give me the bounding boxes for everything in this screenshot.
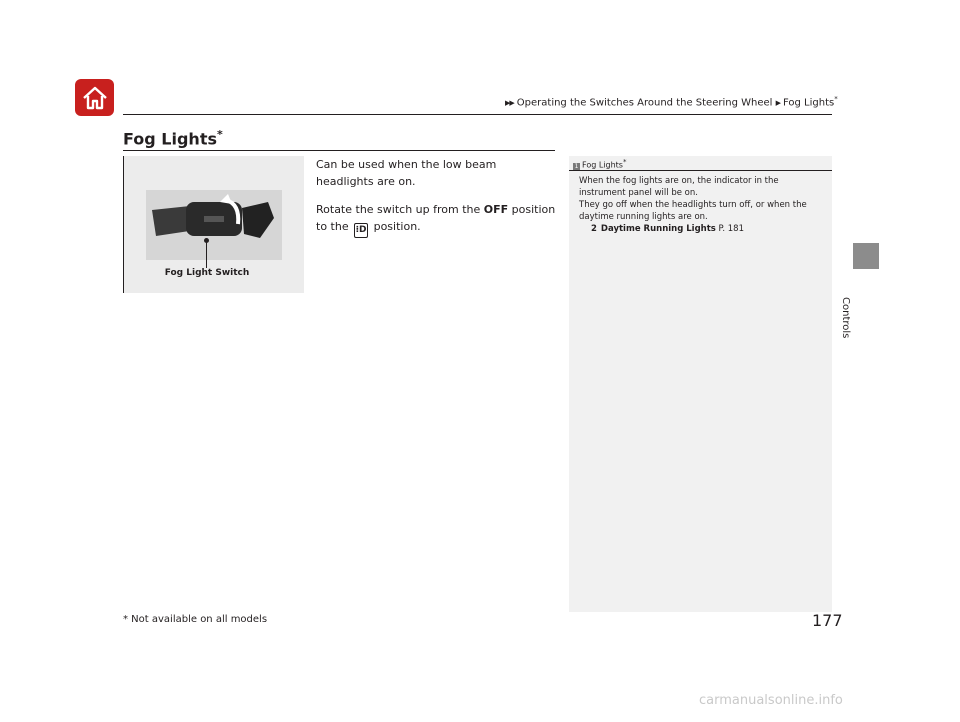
breadcrumb-arrows-icon: ▶▶ bbox=[505, 99, 514, 108]
section-tab[interactable] bbox=[853, 243, 879, 269]
sidebar-divider bbox=[569, 170, 832, 171]
fog-light-switch-figure bbox=[123, 156, 304, 293]
callout-line bbox=[206, 240, 207, 268]
xref-title[interactable]: Daytime Running Lights bbox=[600, 224, 716, 234]
sidebar-line-1: When the fog lights are on, the indicator in the instrument panel will be on. bbox=[579, 176, 779, 198]
title-text: Fog Lights bbox=[123, 129, 217, 149]
p2-mid: position to the bbox=[316, 203, 556, 233]
home-icon bbox=[81, 85, 109, 111]
combination-switch-illustration bbox=[146, 190, 282, 260]
p2-after: position. bbox=[370, 220, 421, 233]
sidebar-line-2: They go off when the headlights turn off, or when the daytime running lights are on. bbox=[579, 200, 807, 222]
fog-light-indicator-icon: ⁝D bbox=[354, 223, 368, 238]
sidebar-heading-star: * bbox=[622, 158, 627, 166]
sidebar-heading-text: Fog Lights bbox=[582, 160, 623, 170]
breadcrumb-star: * bbox=[834, 95, 838, 103]
breadcrumb-page: Fog Lights bbox=[783, 97, 835, 109]
figure-label: Fog Light Switch bbox=[164, 268, 250, 278]
switch-photo bbox=[146, 190, 282, 260]
page-number: 177 bbox=[812, 611, 843, 630]
off-position-label: OFF bbox=[483, 203, 509, 216]
watermark: carmanualsonline.info bbox=[699, 693, 843, 708]
breadcrumb-separator-icon: ▶ bbox=[775, 99, 781, 108]
section-tab-label[interactable]: Controls bbox=[840, 297, 851, 339]
home-button[interactable] bbox=[75, 79, 114, 116]
body-paragraph-2 bbox=[316, 201, 556, 238]
title-star: * bbox=[217, 128, 223, 141]
note-marker-icon: 1 bbox=[574, 162, 579, 170]
sidebar-heading bbox=[573, 158, 626, 170]
body-paragraph-1: Can be used when the low beam headlights are on. bbox=[316, 158, 497, 188]
note-sidebar bbox=[569, 156, 832, 612]
sidebar-body bbox=[579, 175, 824, 235]
breadcrumb bbox=[505, 95, 838, 108]
cross-reference-link[interactable] bbox=[579, 223, 824, 235]
breadcrumb-section[interactable]: Operating the Switches Around the Steering Wheel bbox=[516, 97, 773, 109]
footnote: * Not available on all models bbox=[123, 614, 268, 625]
title-divider bbox=[123, 150, 555, 151]
p2-before: Rotate the switch up from the bbox=[316, 203, 484, 216]
page-title bbox=[123, 128, 223, 148]
xref-page[interactable]: P. 181 bbox=[715, 224, 744, 234]
main-body bbox=[316, 156, 556, 249]
header-divider bbox=[123, 114, 832, 115]
xref-arrow-icon: 2 bbox=[591, 224, 597, 234]
